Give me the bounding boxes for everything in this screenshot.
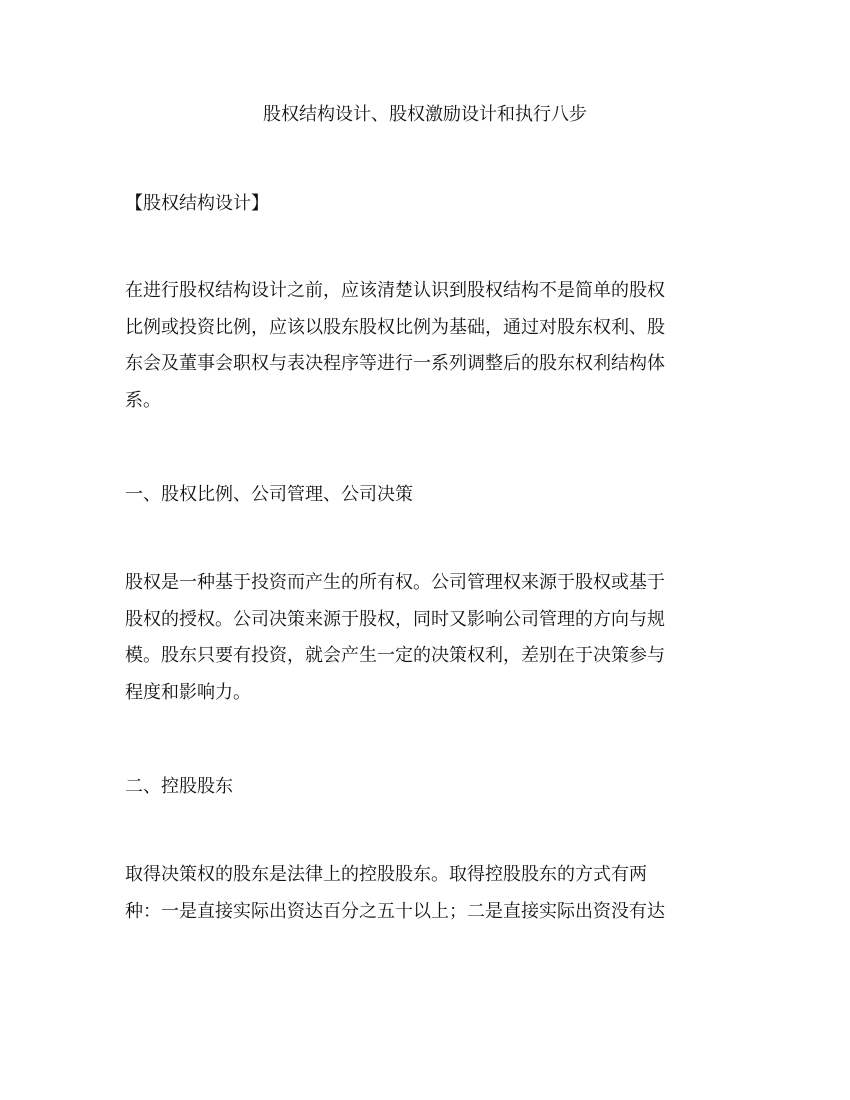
section-heading-equity-structure: 【股权结构设计】 [125,193,269,214]
paragraph-line: 模。股东只要有投资，就会产生一定的决策权利，差别在于决策参与 [125,645,665,666]
paragraph-line: 东会及董事会职权与表决程序等进行一系列调整后的股东权利结构体 [125,353,665,374]
paragraph-line: 在进行股权结构设计之前，应该清楚认识到股权结构不是简单的股权 [125,280,665,301]
paragraph-line: 比例或投资比例，应该以股东股权比例为基础，通过对股东权利、股 [125,316,665,338]
document-title: 股权结构设计、股权激励设计和执行八步 [263,104,587,125]
intro-paragraph [125,273,725,419]
section-one-heading: 一、股权比例、公司管理、公司决策 [125,484,413,505]
paragraph-line: 种：一是直接实际出资达百分之五十以上；二是直接实际出资没有达 [125,900,665,922]
section-one-paragraph [125,565,725,711]
paragraph-line: 股权的授权。公司决策来源于股权，同时又影响公司管理的方向与规 [125,608,665,630]
paragraph-line: 程度和影响力。 [125,681,251,703]
section-two-heading: 二、控股股东 [125,776,233,797]
paragraph-line: 股权是一种基于投资而产生的所有权。公司管理权来源于股权或基于 [125,572,665,593]
paragraph-line: 系。 [125,389,161,411]
paragraph-line: 取得决策权的股东是法律上的控股股东。取得控股股东的方式有两 [125,864,647,885]
section-two-paragraph [125,857,725,930]
